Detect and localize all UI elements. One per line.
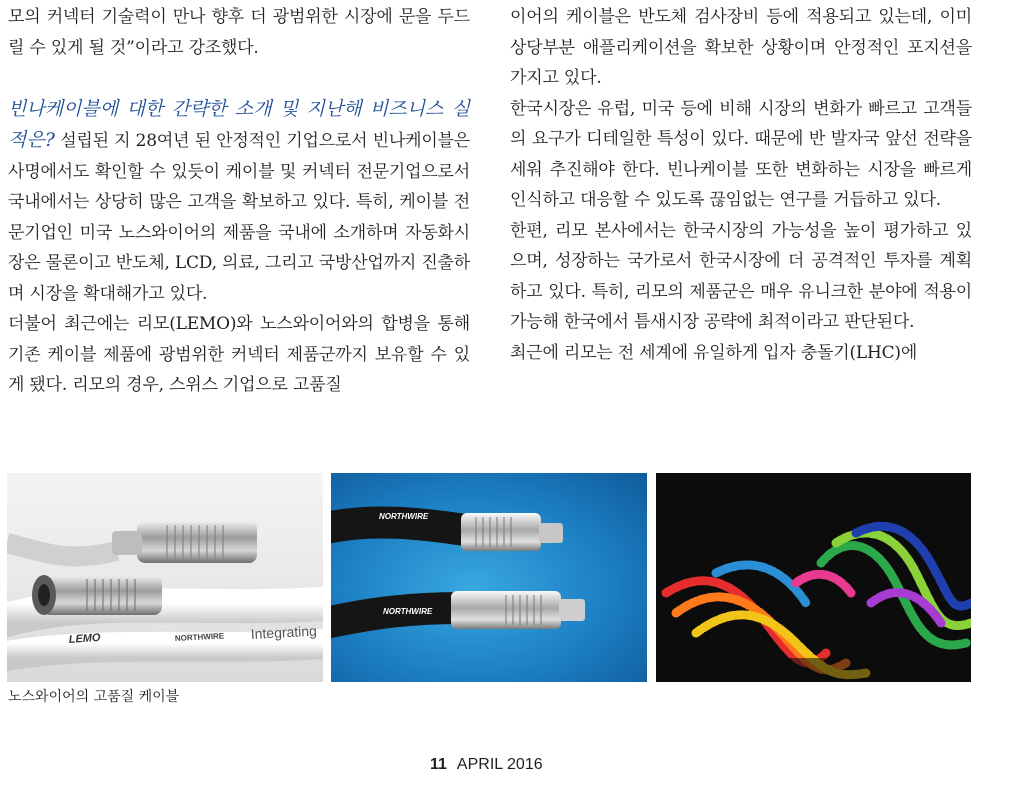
cable-connector-photo xyxy=(331,473,647,682)
paragraph: 최근에 리모는 전 세계에 유일하게 입자 충돌기(LHC)에 xyxy=(510,342,918,363)
article-column-right xyxy=(510,2,972,368)
lemo-logo-text: LEMO xyxy=(68,631,101,646)
northwire-logo-text: NORTHWIRE xyxy=(383,607,433,616)
article-column-left xyxy=(8,2,470,401)
northwire-logo-text: NORTHWIRE xyxy=(174,631,225,643)
page-footer xyxy=(430,756,543,774)
integrating-text: Integrating xyxy=(250,622,318,642)
paragraph: 이어의 케이블은 반도체 검사장비 등에 적용되고 있는데, 이미 상당부분 애플리케이션을 확보한 상황이며 안정적인 포지션을 가지고 있다. xyxy=(510,7,972,88)
paragraph-with-question xyxy=(8,94,470,310)
interview-question: 빈나케이블에 대한 간략한 소개 및 지난해 비즈니스 실적은? xyxy=(8,97,470,151)
northwire-logo-text: NORTHWIRE xyxy=(379,512,429,521)
page-number: 11 xyxy=(430,756,447,773)
answer-text: 설립된 지 28여년 된 안정적인 기업으로서 빈나케이블은 사명에서도 확인할 수 있듯이 케이블 및 커넥터 전문기업으로서 국내에서는 상당히 많은 고객을 확보하고 있다. 특히, 케이블 전문기업인 미국 노스와이어의 제품을 국내에 소개하며 자동화시장은 물론이고 반도체, LCD, 의료, 그리고 국방산업까지 진출하며 시장을 확대해가고 있다. xyxy=(8,131,470,304)
paragraph: 한편, 리모 본사에서는 한국시장의 가능성을 높이 평가하고 있으며, 성장하는 국가로서 한국시장에 더 공격적인 투자를 계획하고 있다. 특히, 리모의 제품군은 매우 유니크한 분야에 적용이 가능해 한국에서 틈새시장 공략에 최적이라고 판단된다. xyxy=(510,220,972,332)
photo-caption: 노스와이어의 고품질 케이블 xyxy=(8,689,180,705)
paragraph: 한국시장은 유럽, 미국 등에 비해 시장의 변화가 빠르고 고객들의 요구가 디테일한 특성이 있다. 때문에 반 발자국 앞선 전략을 세워 추진해야 한다. 빈나케이블 또한 변화하는 시장을 빠르게 인식하고 대응할 수 있도록 끊임없는 연구를 거듭하고 있다. xyxy=(510,98,972,210)
issue-date: APRIL 2016 xyxy=(456,756,543,773)
paragraph: 더불어 최근에는 리모(LEMO)와 노스와이어와의 합병을 통해 기존 케이블 제품에 광범위한 커넥터 제품군까지 보유할 수 있게 됐다. 리모의 경우, 스위스 기업으로 고품질 xyxy=(8,314,470,395)
cable-connector-photo xyxy=(7,473,323,682)
paragraph: 모의 커넥터 기술력이 만나 향후 더 광범위한 시장에 문을 두드릴 수 있게 될 것”이라고 강조했다. xyxy=(8,7,470,58)
coiled-cable-photo xyxy=(656,473,971,682)
paragraph-gap xyxy=(8,63,470,94)
